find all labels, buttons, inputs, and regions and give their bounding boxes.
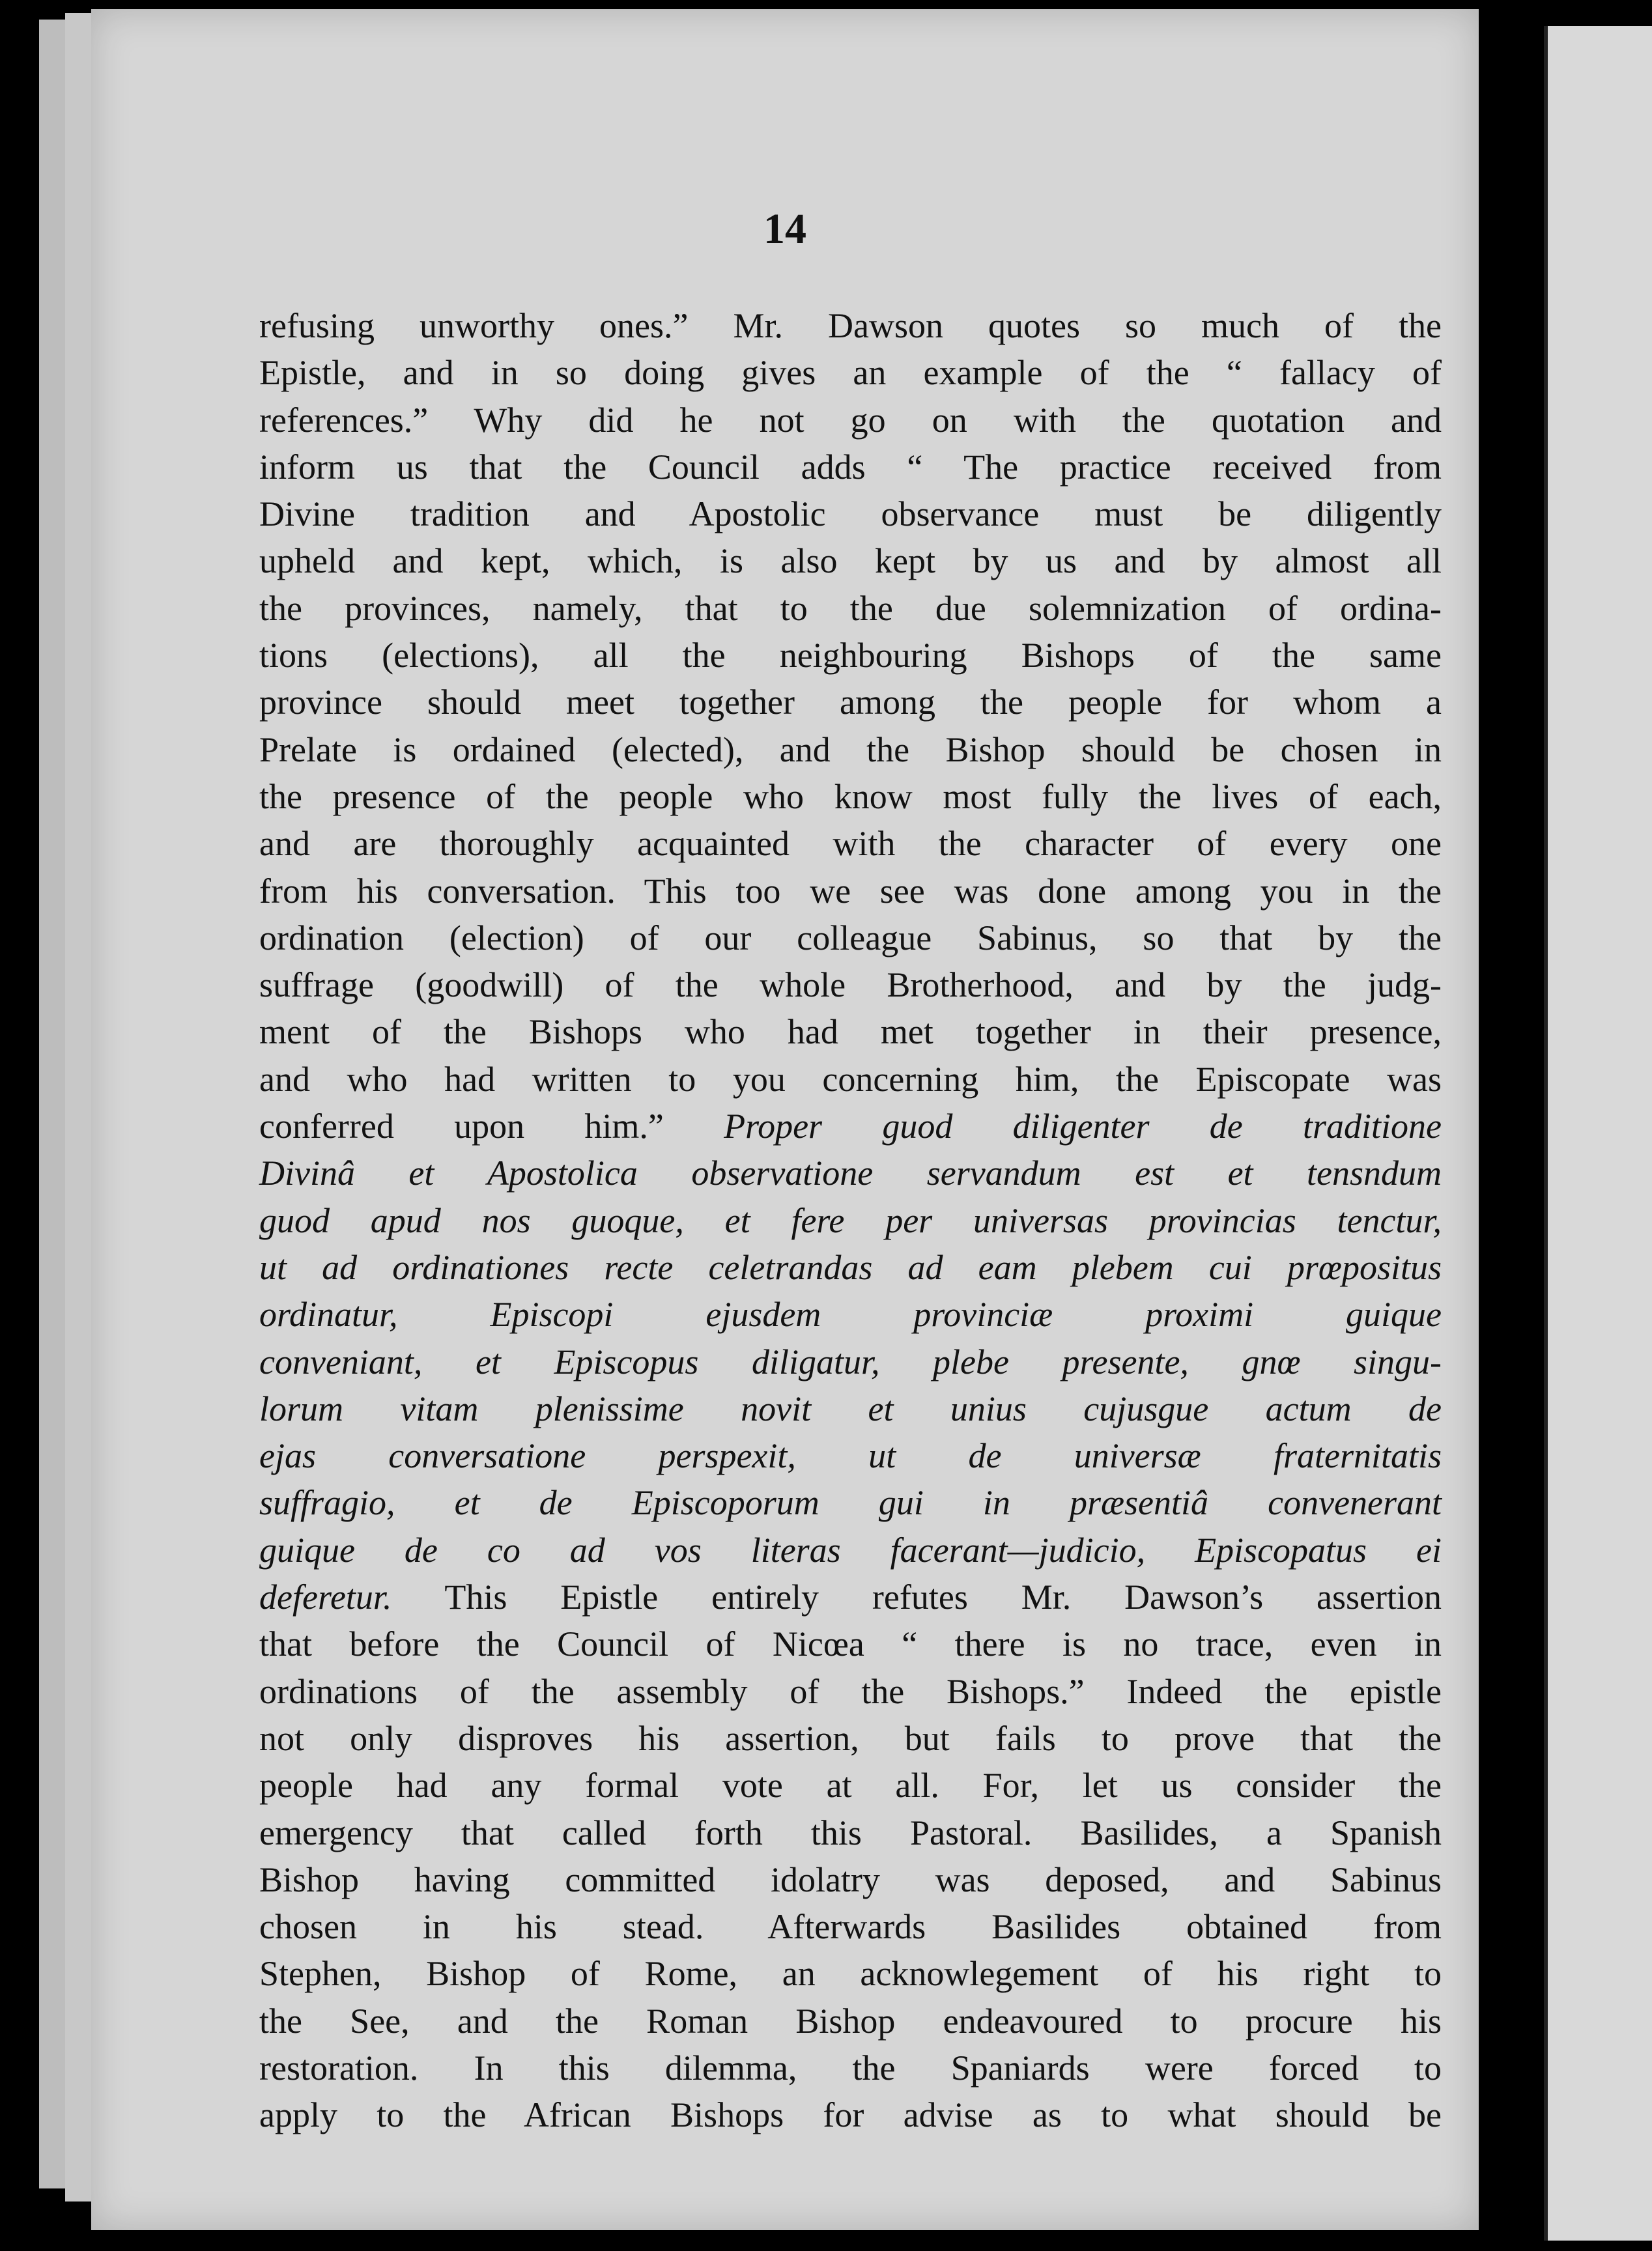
latin-line: ut ad ordinationes recte celetrandas ad eam plebem cui prœpositus [259, 1247, 1442, 1287]
text-line: Prelate is ordained (elected), and the Bishop should be chosen in [259, 729, 1442, 769]
text-line: references.” Why did he not go on with the quotation and [259, 400, 1442, 440]
latin-line: suffragio, et de Episcoporum gui in præsentiâ convenerant [259, 1483, 1442, 1523]
roman-text: This Epistle entirely refutes Mr. Dawson’s assertion [392, 1578, 1442, 1617]
text-line: chosen in his stead. Afterwards Basilides obtained from [259, 1907, 1442, 1947]
text-line: people had any formal vote at all. For, let us consider the [259, 1766, 1442, 1805]
text-line: the provinces, namely, that to the due solemnization of ordina- [259, 588, 1442, 628]
latin-quote: Proper guod diligenter de traditione [724, 1107, 1442, 1146]
text-line: and are thoroughly acquainted with the character of every one [259, 824, 1442, 864]
text-line: Divine tradition and Apostolic observance must be diligently [259, 494, 1442, 534]
text-line: province should meet together among the people for whom a [259, 683, 1442, 722]
text-line: the See, and the Roman Bishop endeavoured to procure his [259, 2001, 1442, 2041]
text-line: restoration. In this dilemma, the Spaniards were forced to [259, 2048, 1442, 2088]
book-page [91, 9, 1479, 2230]
text-line: the presence of the people who know most fully the lives of each, [259, 776, 1442, 816]
latin-line: lorum vitam plenissime novit et unius cujusgue actum de [259, 1389, 1442, 1428]
text-line: suffrage (goodwill) of the whole Brotherhood, and by the judg- [259, 965, 1442, 1005]
latin-line: ordinatur, Episcopi ejusdem provinciæ proximi guique [259, 1295, 1442, 1335]
body-text [259, 302, 1442, 2139]
facing-page [1544, 26, 1652, 2241]
text-line: upheld and kept, which, is also kept by us and by almost all [259, 541, 1442, 581]
page-number: 14 [763, 205, 806, 253]
text-line: that before the Council of Nicœa “ there is no trace, even in [259, 1624, 1442, 1664]
page-edge [39, 20, 68, 2188]
text-line: ment of the Bishops who had met together in their presence, [259, 1012, 1442, 1052]
latin-line: guod apud nos guoque, et fere per universas provincias tenctur, [259, 1200, 1442, 1240]
text-line-mixed [259, 1574, 1442, 1621]
text-line: tions (elections), all the neighbouring Bishops of the same [259, 636, 1442, 675]
page-edge [65, 13, 94, 2201]
text-line: Epistle, and in so doing gives an example of the “ fallacy of [259, 353, 1442, 393]
text-line: Bishop having committed idolatry was deposed, and Sabinus [259, 1860, 1442, 1899]
latin-quote: deferetur. [259, 1578, 392, 1617]
latin-line: Divinâ et Apostolica observatione servandum est et tensndum [259, 1154, 1442, 1193]
text-line: apply to the African Bishops for advise as to what should be [259, 2095, 1442, 2135]
text-line: emergency that called forth this Pastoral. Basilides, a Spanish [259, 1813, 1442, 1852]
latin-line: conveniant, et Episcopus diligatur, plebe presente, gnœ singu- [259, 1342, 1442, 1381]
text-line: refusing unworthy ones.” Mr. Dawson quotes so much of the [259, 306, 1442, 345]
latin-line: ejas conversatione perspexit, ut de universæ fraternitatis [259, 1436, 1442, 1476]
text-line: ordination (election) of our colleague Sabinus, so that by the [259, 918, 1442, 957]
text-line: and who had written to you concerning him, the Episcopate was [259, 1059, 1442, 1099]
text-line: from his conversation. This too we see was done among you in the [259, 871, 1442, 911]
latin-line: guique de co ad vos literas facerant—judicio, Episcopatus ei [259, 1530, 1442, 1570]
text-line: not only disproves his assertion, but fails to prove that the [259, 1718, 1442, 1758]
text-line: Stephen, Bishop of Rome, an acknowlegement of his right to [259, 1954, 1442, 1994]
text-line: ordinations of the assembly of the Bishops.” Indeed the epistle [259, 1671, 1442, 1711]
text-line-mixed [259, 1103, 1442, 1150]
roman-text: conferred upon him.” [259, 1107, 724, 1146]
text-line: inform us that the Council adds “ The practice received from [259, 447, 1442, 487]
